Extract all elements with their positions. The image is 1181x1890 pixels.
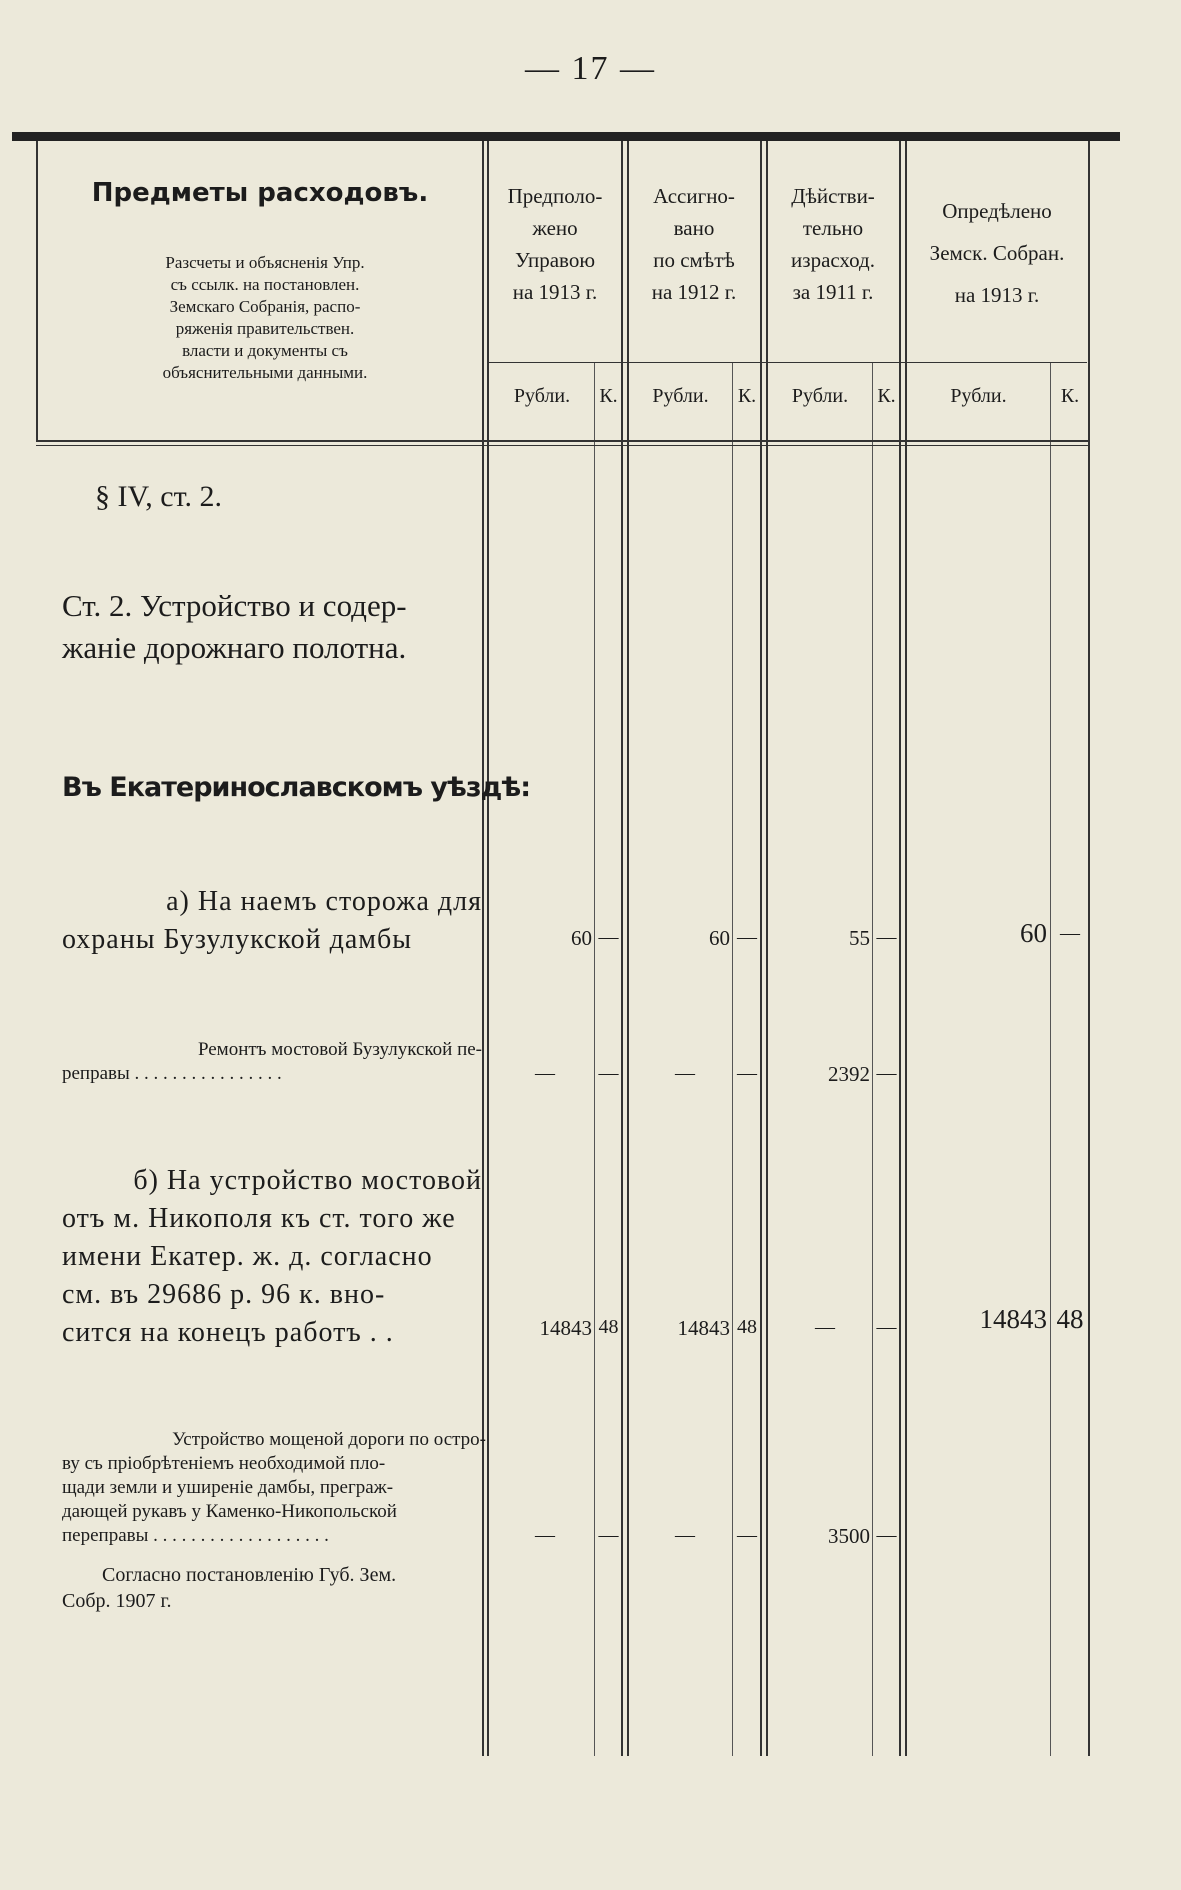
unit-rub-2: Рубли. [652,385,709,407]
col-header-spent: Дѣйстви- тельно израсход. за 1911 г. [791,184,875,304]
col-divider-2 [760,141,762,1756]
item-repair-c2-kop: — [737,1062,757,1084]
col-divider-2b [766,141,768,1756]
right-border [1088,141,1090,1756]
col-header-determined: Опредѣлено Земск. Собран. на 1913 г. [929,199,1065,307]
left-border [36,141,38,441]
col-divider-desc-2 [487,141,489,1756]
resolution-note: Согласно постановленію Губ. Зем. Собр. 1907 г. [62,1564,397,1612]
item-a-c3-rub: 55 [849,926,870,950]
header-bottom-rule-2 [36,445,1088,446]
item-b-c1-rub: 14843 [539,1316,592,1340]
item-b-c1-kop: 48 [598,1316,619,1338]
item-road-c3-kop: — [876,1524,897,1546]
item-b-c2-kop: 48 [737,1316,757,1338]
unit-rub-3: Рубли. [791,385,849,407]
item-a-c1-kop: — [598,926,619,948]
unit-rub-4: Рубли. [950,385,1007,407]
top-rule [12,132,1120,141]
item-repair-text: Ремонтъ мостовой Бузулукской пе- реправы . . . . . . . . . . . . . . . . [62,1039,482,1084]
header-unit-rule [487,362,1087,363]
item-road-c1-kop: — [598,1524,619,1546]
col-divider-1b [627,141,629,1756]
item-b-c4-rub: 14843 [979,1304,1047,1334]
col4-kop-divider [1050,362,1051,1756]
col-header-assigned: Ассигно- вано по смѣтѣ на 1912 г. [651,184,737,304]
col2-kop-divider [732,362,733,1756]
item-a-c4-kop: — [1060,922,1080,944]
item-b-c4-kop: 48 [1056,1304,1084,1334]
item-a-c4-rub: 60 [1020,918,1047,948]
item-b-text: б) На устройство мостовой отъ м. Никополя къ ст. того же имени Екатер. ж. д. согласно см. въ 29686 р. 96 к. вно- сится на конецъ работъ . . [62,1165,482,1348]
item-a-text: а) На наемъ сторожа для охраны Бузулукской дамбы [62,886,482,955]
item-road-c3-rub: 3500 [828,1524,870,1548]
item-repair-c3-kop: — [876,1062,897,1084]
item-repair-c1-rub: — [535,1062,555,1084]
article-title: Ст. 2. Устройство и содер- жаніе дорожнаго полотна. [62,588,407,665]
item-road-text: Устройство мощеной дороги по остро- ву съ пріобрѣтеніемъ необходимой пло- щади земли и уширеніе дамбы, преграж- дающей рукавъ у Каменко-Никопольской переправы . . . . . . . . . . . . . . . . . . . [62,1429,486,1546]
item-b-c2-rub: 14843 [677,1316,730,1340]
item-repair-c3-rub: 2392 [828,1062,870,1086]
section-heading: § IV, ст. 2. [95,480,222,513]
col-header-proposed: Предполо- жено Управою на 1913 г. [507,184,603,304]
district-heading: Въ Екатеринославскомъ уѣздѣ: [62,772,531,803]
unit-kop-4: К. [1060,385,1080,407]
unit-kop-3: К. [877,385,896,407]
item-road-c1-rub: — [535,1524,555,1546]
header-bottom-rule [36,440,1088,442]
item-b-c3-kop: — [876,1316,897,1338]
unit-rub-1: Рубли. [513,385,571,407]
col-divider-3 [899,141,901,1756]
explanations-subheading: Разсчеты и объясненія Упр. съ ссылк. на постановлен. Земскаго Собранія, распо- ряженія правительствен. власти и документы съ объяснительными данными. [162,253,368,382]
col1-kop-divider [594,362,595,1756]
item-b-c3-rub: — [815,1316,835,1338]
col-divider-1 [621,141,623,1756]
item-road-c2-kop: — [737,1524,757,1546]
item-repair-c2-rub: — [675,1062,695,1084]
unit-kop-1: К. [599,385,618,407]
item-a-c1-rub: 60 [571,926,592,950]
item-a-c2-kop: — [737,926,757,948]
item-a-c2-rub: 60 [709,926,730,950]
page-number: — 17 — [525,50,656,87]
unit-kop-2: К. [737,385,757,407]
item-a-c3-kop: — [876,926,897,948]
item-road-c2-rub: — [675,1524,695,1546]
item-repair-c1-kop: — [598,1062,619,1084]
expenses-heading: Предметы расходовъ. [91,178,429,208]
col-divider-3b [905,141,907,1756]
col3-kop-divider [872,362,873,1756]
